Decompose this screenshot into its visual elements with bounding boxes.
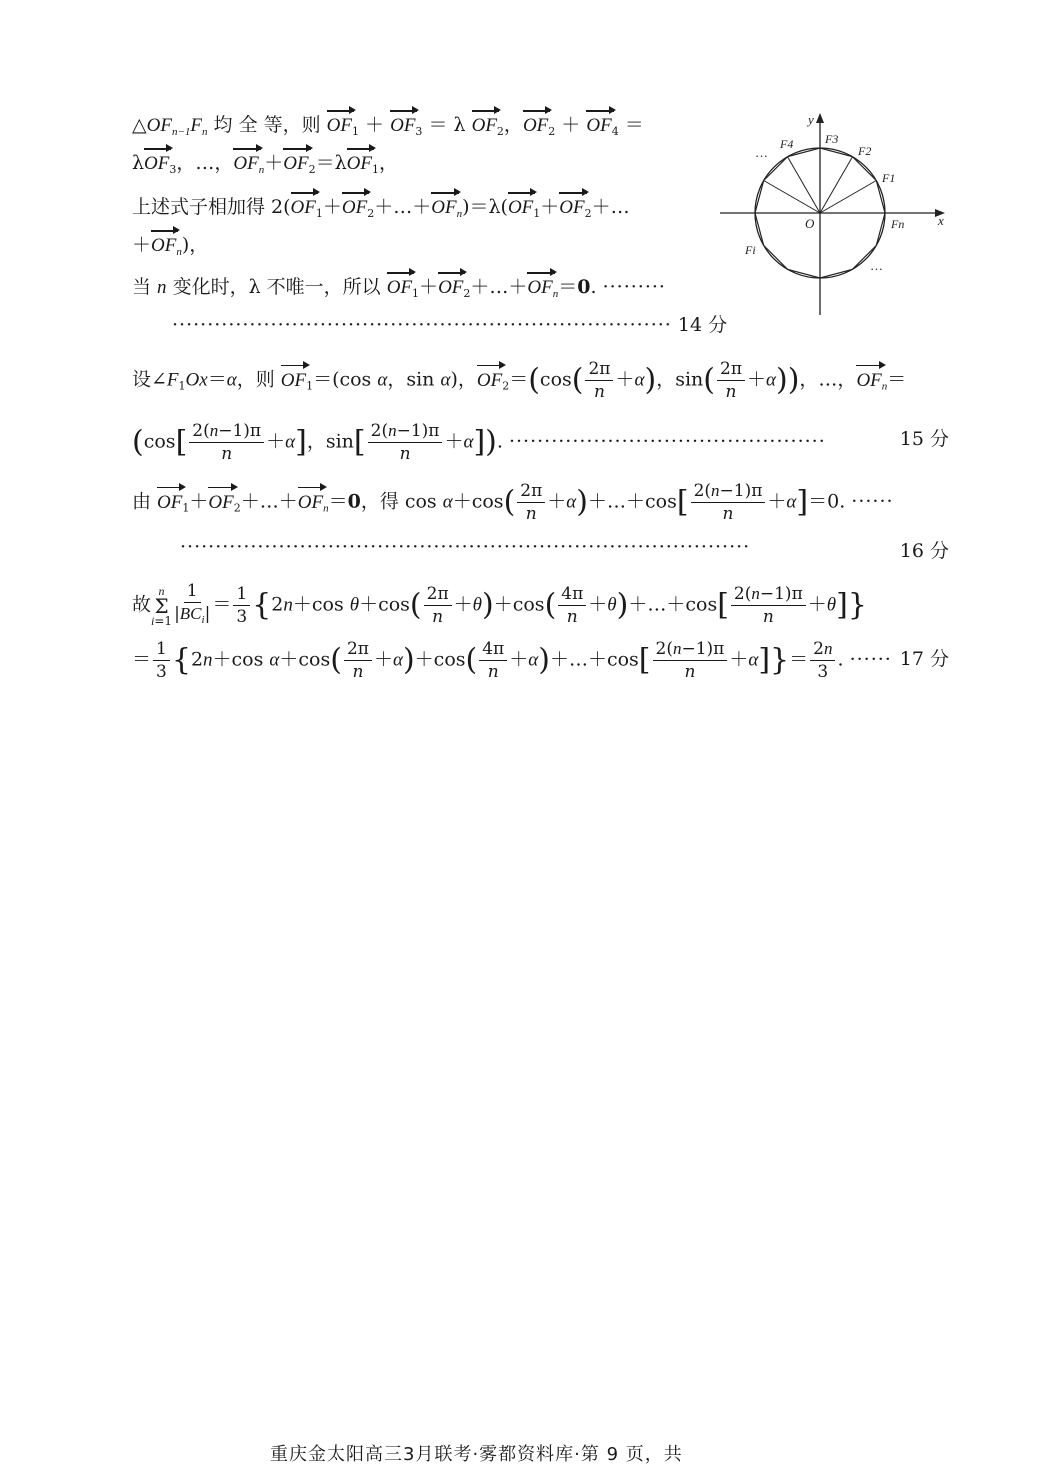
text-line-5: 当 n 变化时，λ 不唯一，所以 $OF_1+OF_2+\dots+OF_n=0$. ········· bbox=[132, 272, 666, 309]
footer-fade bbox=[700, 1436, 760, 1466]
score-16: 16 分 bbox=[899, 540, 949, 562]
text-line-6: ······································································· 14 分 bbox=[172, 314, 728, 336]
circle-polygon-figure bbox=[715, 110, 955, 320]
text-line-3: 上述式子相加得 $2(OF_1+OF_2+\dots+OF_n)=\lambda(OF_1+OF_2+\dots$ bbox=[132, 192, 630, 229]
label-Fn: Fn bbox=[891, 217, 905, 231]
text-line-7: 设$\angle F_1Ox=\alpha$，则 $OF_1=(\cos$ α，sin α)，$OF_2=(\cos$( $\frac{2\pi}{n}$ ＋α)，sin( $\frac{2\pi}{n}$ ＋α))，…，$OF_n=$ bbox=[132, 359, 907, 402]
text-line-11: 故 n Σ i=1 $\frac{1}{|BC_i|}$ ＝ $\frac{1}{3}$ {2n＋cos θ＋cos( $\frac{2\pi}{n}$ ＋θ)＋cos( $\frac{4\pi}{n}$ ＋θ)＋…＋cos[ $\frac{2(n-1)\pi}{n}$ ＋θ]} bbox=[132, 581, 867, 628]
label-dots-right: … bbox=[870, 258, 883, 273]
text-line-9: 由 $OF_1+OF_2+\dots+OF_n=0$，得 cos α＋cos( $\frac{2\pi}{n}$ ＋α)＋…＋cos[ $\frac{2(n-1)\pi}{n}$ ＋α]＝0. ······ bbox=[132, 481, 894, 524]
label-F2: F2 bbox=[858, 144, 872, 158]
label-F1: F1 bbox=[882, 171, 896, 185]
label-F4: F4 bbox=[780, 137, 794, 151]
text-line-10: ················································································· bbox=[180, 536, 751, 558]
text-line-4: $+OF_n$)， bbox=[132, 230, 208, 267]
text-line-1: $\triangle OF_{n-1}F_n$ 均 全 等，则 $OF_1 + OF_3 = \lambda$ $OF_2$，$OF_2 + OF_4$ ＝ bbox=[132, 110, 644, 147]
label-F3: F3 bbox=[825, 132, 839, 146]
score-17: 17 分 bbox=[899, 648, 949, 670]
label-Fi: Fi bbox=[745, 243, 756, 257]
text-line-2: λOF$_3$，…，$OF_n+OF_2=\lambda OF_1$， bbox=[132, 148, 398, 185]
text-line-12: ＝ $\frac{1}{3}$ {2n＋cos α＋cos( $\frac{2\pi}{n}$ ＋α)＋cos( $\frac{4\pi}{n}$ ＋α)＋…＋cos[ $\frac{2(n-1)\pi}{n}$ ＋α]}＝ $\frac{2n}{3}$ . ······ bbox=[132, 639, 892, 682]
score-14: 14 分 bbox=[677, 314, 728, 336]
label-y: y bbox=[808, 112, 814, 127]
score-15: 15 分 bbox=[899, 428, 949, 450]
label-x: x bbox=[938, 213, 944, 228]
page-footer: 重庆金太阳高三3月联考·雾都资料库·第 9 页，共 bbox=[270, 1444, 683, 1465]
text-line-8: (cos[ $\frac{2(n-1)\pi}{n}$ ＋α]，sin[ $\frac{2(n-1)\pi}{n}$ ＋α]). ············································· bbox=[132, 421, 826, 464]
label-origin: O bbox=[805, 216, 815, 231]
label-dots-left: … bbox=[755, 145, 768, 160]
